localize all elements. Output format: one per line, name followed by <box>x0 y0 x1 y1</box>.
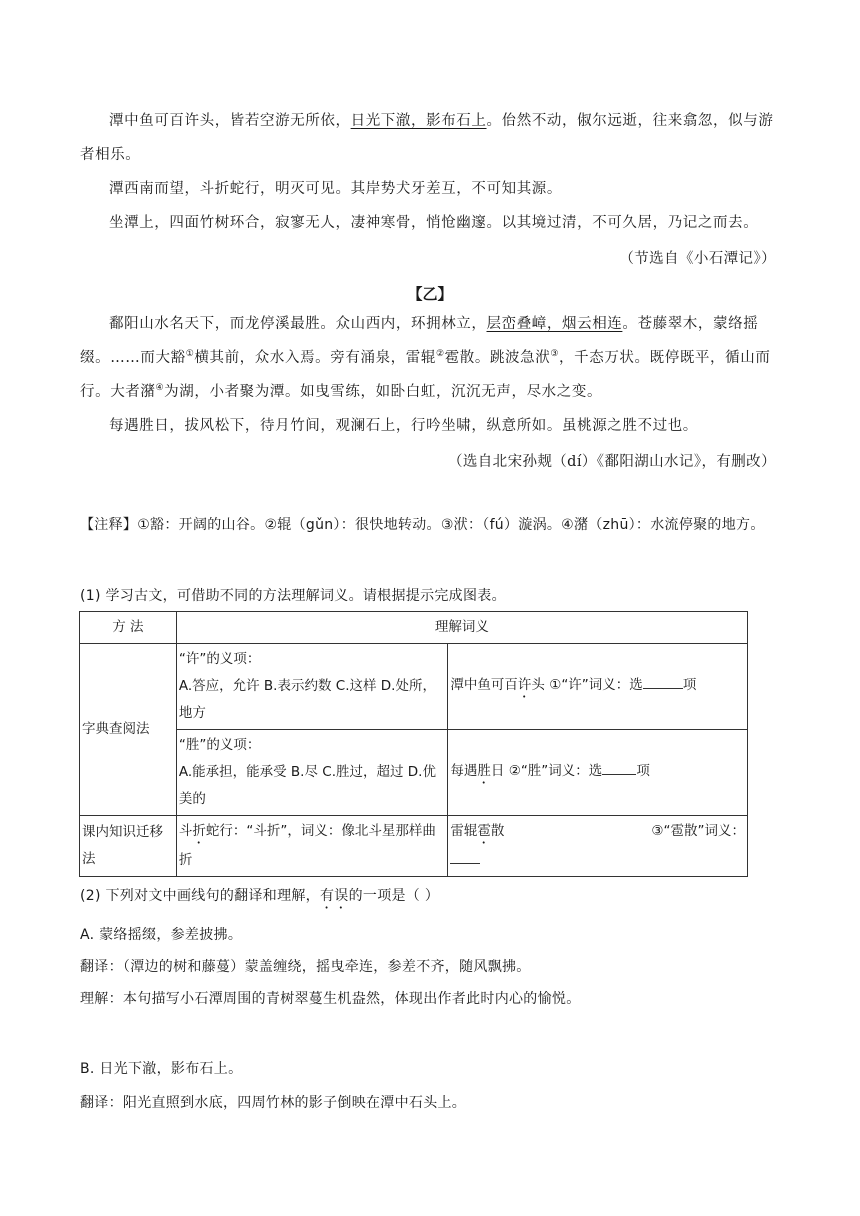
xu-question: 潭中鱼可百许头 ①“许”词义：选 项 <box>448 644 748 730</box>
option-a-understanding: 理解：本句描写小石潭周围的青树翠蔓生机盎然，体现出作者此时内心的愉悦。 <box>80 991 581 1007</box>
footnote-mark-1: ① <box>185 349 195 360</box>
footnote-mark-2: ② <box>435 349 445 360</box>
sheng-question: 每遇胜日 ②“胜”词义：选 项 <box>448 730 748 816</box>
answer-blank-2[interactable] <box>602 760 636 775</box>
option-a-sentence: A. 蒙络摇缀，参差披拂。 <box>80 927 243 943</box>
vocabulary-table <box>79 611 748 877</box>
option-b-sentence: B. 日光下澈，影布石上。 <box>80 1061 243 1077</box>
passage-jia-paragraph-2: 潭西南而望，斗折蛇行，明灭可见。其岸势犬牙差互，不可知其源。 <box>109 181 562 197</box>
xu-title: “许”的义项： <box>178 651 261 667</box>
sheng-definitions <box>176 730 448 816</box>
annotation-notes: 【注释】①豁：开阔的山谷。②辊（gǔn）：很快地转动。③洑：（fú）漩涡。④潴（zhū）：水流停聚的地方。 <box>80 517 765 533</box>
option-a-translation: 翻译：（潭边的树和藤蔓）蒙盖缠绕，摇曳牵连，参差不齐，随风飘拂。 <box>80 959 531 975</box>
method-dictionary: 字典查阅法 <box>80 644 177 816</box>
sheng-title: “胜”的义项： <box>178 737 261 753</box>
passage-jia-paragraph-3: 坐潭上，四面竹树环合，寂寥无人，凄神寒骨，悄怆幽邃。以其境过清，不可久居，乃记之而去。 <box>109 215 759 231</box>
footnote-mark-3: ③ <box>550 349 560 360</box>
underlined-sentence-jia: 日光下澈，影布石上 <box>350 113 487 129</box>
answer-blank-1[interactable] <box>643 674 683 689</box>
passage-jia-source: （节选自《小石潭记》） <box>619 251 776 267</box>
xu-definitions <box>176 644 448 730</box>
answer-blank-3[interactable] <box>450 849 480 864</box>
sheng-options: A.能承担，能承受 B.尽 C.胜过，超过 D.优美的 <box>178 764 436 807</box>
passage-yi-heading: 【乙】 <box>407 285 453 303</box>
table-header-meaning: 理解词义 <box>176 612 747 644</box>
zhe-example: 斗折蛇行：“斗折”，词义：像北斗星那样曲折 <box>176 816 448 877</box>
passage-yi-source: （选自北宋孙觌（dí）《鄱阳湖山水记》，有删改） <box>447 454 776 470</box>
option-b-translation: 翻译：阳光直照到水底，四周竹林的影子倒映在潭中石头上。 <box>80 1095 467 1111</box>
method-knowledge-transfer: 课内知识迁移法 <box>80 816 177 877</box>
question-2-prompt: (2) 下列对文中画线句的翻译和理解，有误的一项是（ ） <box>80 888 440 904</box>
passage-jia-paragraph-1: 潭中鱼可百许头，皆若空游无所依，日光下澈，影布石上。佁然不动，俶尔远逝，往来翕忽，似与游者相乐。 <box>80 113 774 163</box>
xu-options: A.答应，允许 B.表示约数 C.这样 D.处所，地方 <box>178 678 436 721</box>
table-header-method: 方 法 <box>80 612 177 644</box>
passage-yi-paragraph-1: 鄱阳山水名天下，而龙停溪最胜。众山西内，环拥林立，层峦叠嶂，烟云相连。苍藤翠木，蒙络摇缀。……而大豁①横其前，众水入焉。旁有涌泉，雷辊②雹散。跳波急洑③，千态万状。既停既平，循山而行。大者潴④为湖，小者聚为潭。如曳雪练，如卧白虹，沉沉无声，尽水之变。 <box>80 316 771 400</box>
footnote-mark-4: ④ <box>155 383 165 394</box>
underlined-sentence-yi: 层峦叠嶂，烟云相连 <box>486 316 623 332</box>
question-1-prompt: (1) 学习古文，可借助不同的方法理解词义。请根据提示完成图表。 <box>80 588 506 604</box>
passage-yi-paragraph-2: 每遇胜日，拔风松下，待月竹间，观澜石上，行吟坐啸，纵意所如。虽桃源之胜不过也。 <box>109 418 698 434</box>
bao-question: 雷辊雹散 ③“雹散”词义： <box>448 816 748 877</box>
